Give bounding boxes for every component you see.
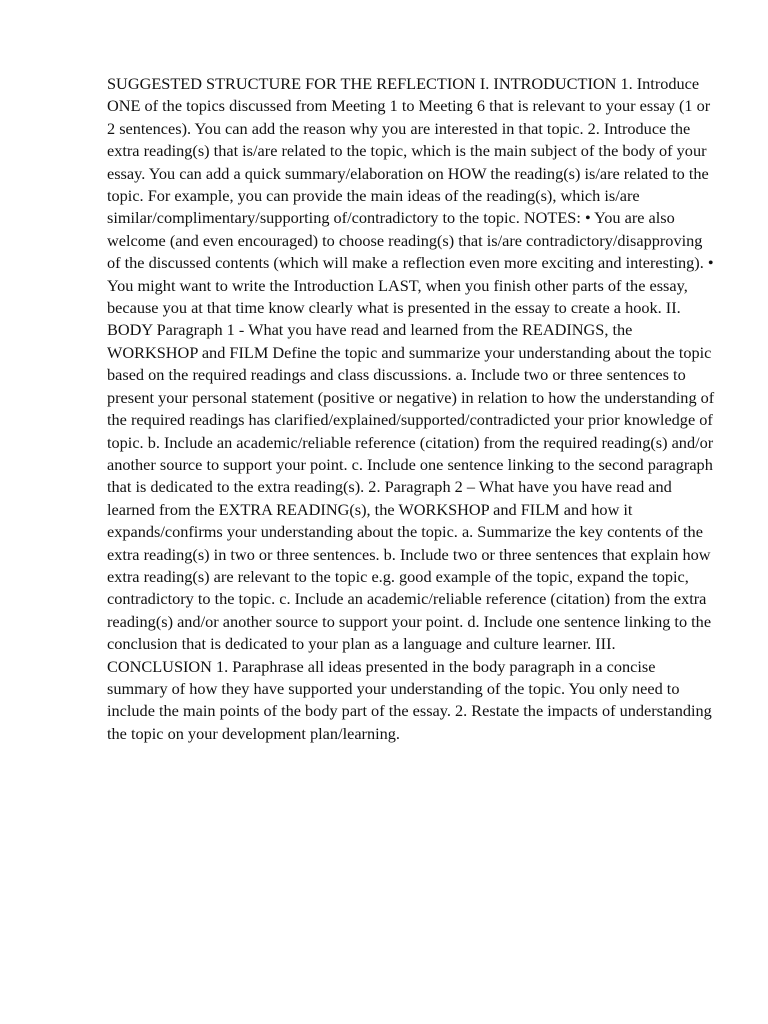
document-body-text: SUGGESTED STRUCTURE FOR THE REFLECTION I. INTRODUCTION 1. Introduce ONE of the topics discussed from Meeting 1 to Meeting 6 that is relevant to your essay (1 or 2 sentences). You can add the reason why you are interested in that topic. 2. Introduce the extra reading(s) that is/are related to the topic, which is the main subject of the body of your essay. You can add a quick summary/elaboration on HOW the reading(s) is/are related to the topic. For example, you can provide the main ideas of the reading(s), which is/are similar/complimentary/supporting of/contradictory to the topic. NOTES: • You are also welcome (and even encouraged) to choose reading(s) that is/are contradictory/disapproving of the discussed contents (which will make a reflection even more exciting and interesting). • You might want to write the Introduction LAST, when you finish other parts of the essay, because you at that time know clearly what is presented in the essay to create a hook. II. BODY Paragraph 1 - What you have read and learned from the READINGS, the WORKSHOP and FILM Define the topic and summarize your understanding about the topic based on the required readings and class discussions. a. Include two or three sentences to present your personal statement (positive or negative) in relation to how the understanding of the required readings has clarified/explained/supported/contradicted your prior knowledge of topic. b. Include an academic/reliable reference (citation) from the required reading(s) and/or another source to support your point. c. Include one sentence linking to the second paragraph that is dedicated to the extra reading(s). 2. Paragraph 2 – What have you have read and learned from the EXTRA READING(s), the WORKSHOP and FILM and how it expands/confirms your understanding about the topic. a. Summarize the key contents of the extra reading(s) in two or three sentences. b. Include two or three sentences that explain how extra reading(s) are relevant to the topic e.g. good example of the topic, expand the topic, contradictory to the topic. c. Include an academic/reliable reference (citation) from the extra reading(s) and/or another source to support your point. d. Include one sentence linking to the conclusion that is dedicated to your plan as a language and culture learner. III. CONCLUSION 1. Paraphrase all ideas presented in the body paragraph in a concise summary of how they have supported your understanding of the topic. You only need to include the main points of the body part of the essay. 2. Restate the impacts of understanding the topic on your development plan/learning. xyxy=(107,74,715,743)
